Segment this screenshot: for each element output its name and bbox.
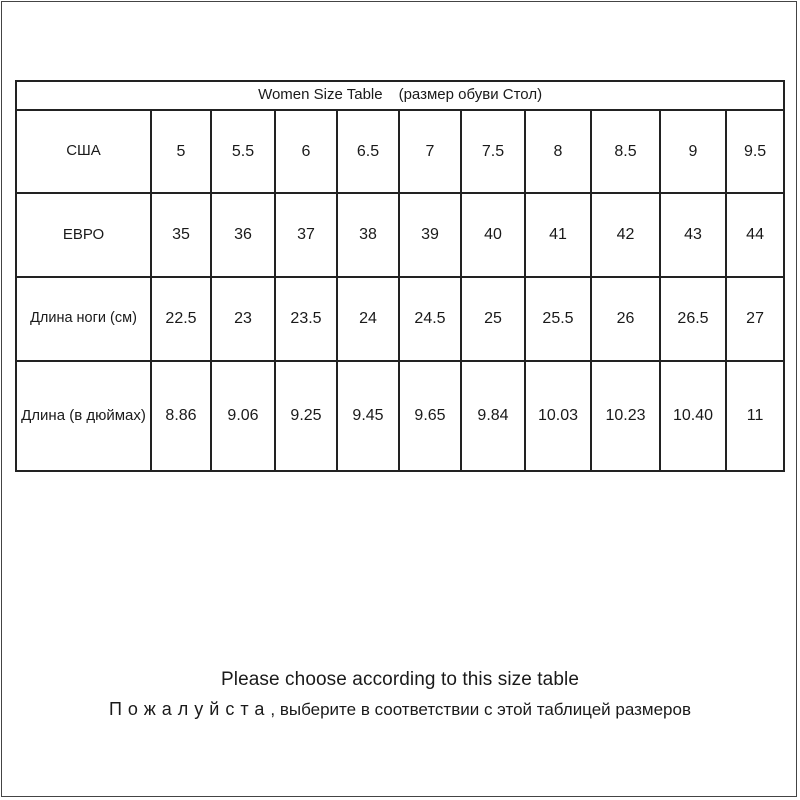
table-cell: 24.5: [399, 277, 461, 361]
footer-instruction-en: Please choose according to this size table: [220, 669, 580, 690]
footer-ru-rest: , выберите в соответствии с этой таблицей размеров: [270, 700, 691, 719]
table-cell: 9.25: [275, 361, 337, 471]
size-table: [15, 80, 785, 472]
table-cell: 6.5: [337, 110, 399, 193]
table-cell: 23: [211, 277, 275, 361]
table-title-en: Women Size Table: [258, 86, 383, 104]
table-cell: 42: [591, 193, 660, 277]
table-cell: 9.06: [211, 361, 275, 471]
table-title-ru: (размер обуви Стол): [398, 86, 543, 104]
table-cell: 40: [461, 193, 525, 277]
table-cell: 8.5: [591, 110, 660, 193]
table-cell: 11: [726, 361, 784, 471]
table-cell: 22.5: [151, 277, 211, 361]
row-label-usa: США: [16, 110, 151, 193]
table-cell: 26: [591, 277, 660, 361]
table-cell: 5.5: [211, 110, 275, 193]
table-title: [16, 81, 784, 110]
row-label-euro: ЕВРО: [16, 193, 151, 277]
table-cell: 25: [461, 277, 525, 361]
table-row-euro: [16, 193, 784, 277]
table-row-foot-length-cm: [16, 277, 784, 361]
table-cell: 38: [337, 193, 399, 277]
table-cell: 27: [726, 277, 784, 361]
table-cell: 9.5: [726, 110, 784, 193]
table-cell: 10.23: [591, 361, 660, 471]
table-cell: 9: [660, 110, 726, 193]
table-cell: 25.5: [525, 277, 591, 361]
row-label-length-inches: Длина (в дюймах): [16, 361, 151, 471]
table-row-usa: [16, 110, 784, 193]
table-cell: 6: [275, 110, 337, 193]
table-cell: 37: [275, 193, 337, 277]
table-cell: 24: [337, 277, 399, 361]
table-cell: 36: [211, 193, 275, 277]
table-cell: 39: [399, 193, 461, 277]
table-cell: 41: [525, 193, 591, 277]
table-row-length-inches: [16, 361, 784, 471]
table-cell: 5: [151, 110, 211, 193]
table-cell: 35: [151, 193, 211, 277]
table-cell: 10.40: [660, 361, 726, 471]
table-cell: 7: [399, 110, 461, 193]
table-cell: 7.5: [461, 110, 525, 193]
table-cell: 9.45: [337, 361, 399, 471]
table-cell: 26.5: [660, 277, 726, 361]
table-title-row: [16, 81, 784, 110]
table-cell: 10.03: [525, 361, 591, 471]
table-cell: 8: [525, 110, 591, 193]
row-label-foot-length-cm: Длина ноги (см): [16, 277, 151, 361]
table-cell: 44: [726, 193, 784, 277]
table-cell: 23.5: [275, 277, 337, 361]
footer-instruction-ru: [0, 699, 800, 720]
table-cell: 43: [660, 193, 726, 277]
table-cell: 9.65: [399, 361, 461, 471]
footer-ru-please: Пожалуйста: [108, 699, 271, 719]
table-cell: 8.86: [151, 361, 211, 471]
table-cell: 9.84: [461, 361, 525, 471]
